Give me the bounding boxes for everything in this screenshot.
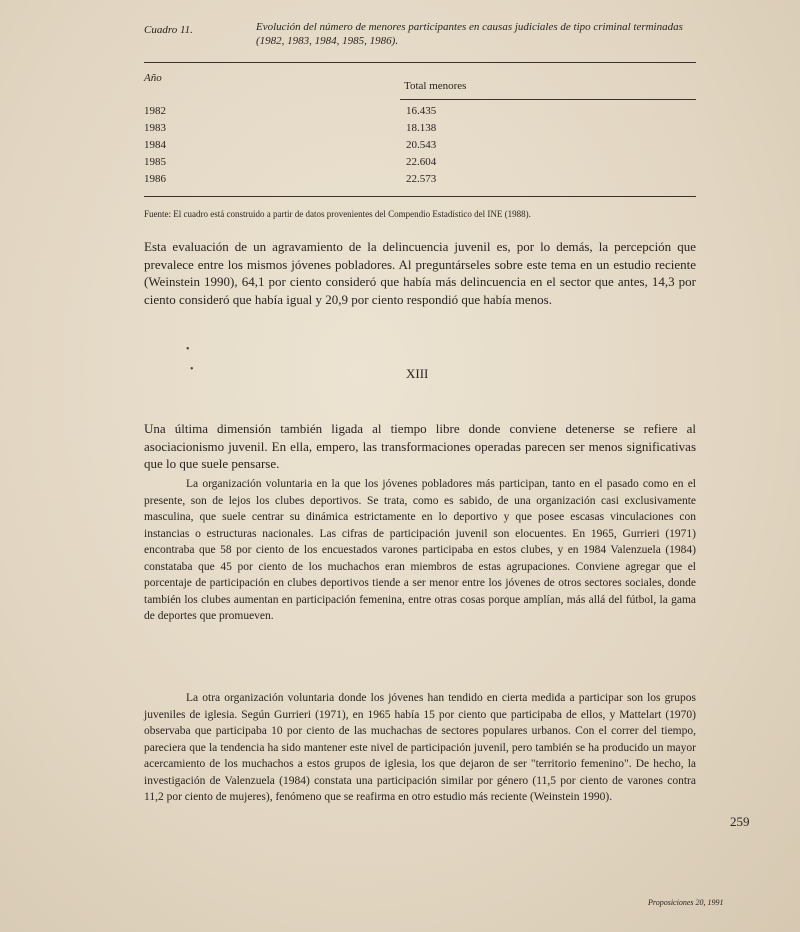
total-cell: 20.543 xyxy=(406,139,437,151)
table-row xyxy=(144,173,704,190)
table-row xyxy=(144,156,704,173)
table-row xyxy=(144,122,704,139)
paragraph-text: La organización voluntaria en la que los jóvenes pobladores más participan, tanto en el pasado como en el presente, son de lejos los clubes deportivos. Se trata, como es sabido, de una organización casi exclusivamente masculina, que suele centrar su dinámica estrictamente en lo deportivo y que posee escasas vinculaciones con instancias o estructuras nacionales. Las cifras de participación juvenil son elocuentes. En 1965, Gurrieri (1971) encontraba que 58 por ciento de los encuestados varones participaba en estos clubes, y en 1984 Valenzuela (1984) constataba que 45 por ciento de los muchachos eran miembros de estas agrupaciones. Conviene agregar que el porcentaje de participación en clubes deportivos tiende a ser menor entre los jóvenes de otros sectores sociales, donde también los clubes aumentan en participación femenina, entre otras cosas porque amplían, más allá del fútbol, la gama de deportes que promueven. xyxy=(144,478,696,622)
table-row xyxy=(144,105,704,122)
page-speck: • xyxy=(186,344,190,355)
paragraph-text: Esta evaluación de un agravamiento de la delincuencia juvenil es, por lo demás, la percepción que prevalece entre los mismos jóvenes pobladores. Al preguntárseles sobre este tema en un estudio reciente (Weinstein 1990), 64,1 por ciento consideró que había más delincuencia en el sector que antes, 14,3 por ciento consideró que había igual y 20,9 por ciento respondió que había menos. xyxy=(144,239,696,308)
year-cell: 1982 xyxy=(144,105,166,117)
section-heading: XIII xyxy=(406,366,429,381)
total-cell: 18.138 xyxy=(406,122,437,134)
total-cell: 16.435 xyxy=(406,105,437,117)
column-header-total: Total menores xyxy=(404,80,467,92)
paragraph-church-groups xyxy=(144,690,696,806)
table-row xyxy=(144,139,704,156)
table-number: Cuadro 11. xyxy=(144,24,193,36)
page-number: 259 xyxy=(730,814,750,829)
paragraph-association xyxy=(144,420,696,473)
paragraph-delinquency xyxy=(144,238,696,309)
total-cell: 22.573 xyxy=(406,173,437,185)
table-bottom-rule xyxy=(144,196,696,197)
running-footer: Proposiciones 20, 1991 xyxy=(648,898,724,907)
table-title: Evolución del número de menores participantes en causas judiciales de tipo criminal terminadas (1982, 1983, 1984, 1985, 1986). xyxy=(256,21,683,47)
total-cell: 22.604 xyxy=(406,156,437,168)
year-cell: 1986 xyxy=(144,173,166,185)
paragraph-sports-clubs xyxy=(144,476,696,625)
paragraph-text: La otra organización voluntaria donde los jóvenes han tendido en cierta medida a participar son los grupos juveniles de iglesia. Según Gurrieri (1971), en 1965 había 15 por ciento que participaba de ellos, y Mattelart (1970) observaba que participaba 10 por ciento de las muchachas de sectores populares urbanos. Con el correr del tiempo, pareciera que la tendencia ha sido mantener este nivel de participación juvenil, pero también se ha producido un mayor acercamiento de los muchachos a estos grupos de iglesia, los que dejaron de ser "territorio femenino". De hecho, la investigación de Valenzuela (1984) constata una participación similar por género (11,5 por ciento de varones contra 11,2 por ciento de mujeres), fenómeno que se reafirma en otro estudio más reciente (Weinstein 1990). xyxy=(144,692,696,803)
table-source-note: Fuente: El cuadro está construido a partir de datos provenientes del Compendio Estadístico del INE (1988). xyxy=(144,209,531,219)
paragraph-text: Una última dimensión también ligada al tiempo libre donde conviene detenerse se refiere al asociacionismo juvenil. En ella, empero, las transformaciones operadas parecen ser menos significativas que lo que suele pensarse. xyxy=(144,421,696,472)
page-speck: • xyxy=(190,364,194,375)
year-cell: 1983 xyxy=(144,122,166,134)
table-top-rule xyxy=(144,62,696,63)
table-header-rule xyxy=(400,99,696,100)
year-cell: 1985 xyxy=(144,156,166,168)
year-cell: 1984 xyxy=(144,139,166,151)
column-header-year: Año xyxy=(144,72,162,84)
